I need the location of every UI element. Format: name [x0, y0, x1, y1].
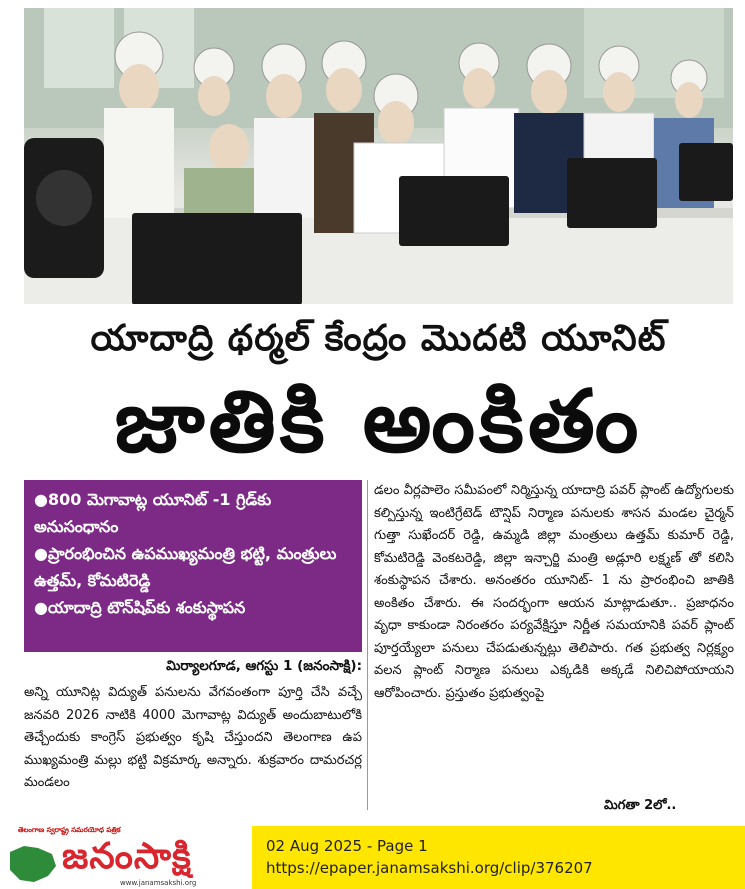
highlight-item: ●యాదాద్రి టౌన్‌షిప్‌కు శంకుస్థాపన	[34, 594, 352, 621]
article-body-left: అన్ని యూనిట్ల విద్యుత్ పనులను వేగవంతంగా పూర్తి చేసి వచ్చే జనవరి 2026 నాటికి 4000 మెగావాట్ల విద్యుత్ అందుబాటులోకి తెచ్చేందుకు కాంగ్రెస్ ప్రభుత్వం కృషి చేస్తుందని తెలంగాణ ఉప ముఖ్యమంత్రి మల్లు భట్టి విక్రమార్క అన్నారు. శుక్రవారం దామరచర్ల మండలం	[24, 685, 362, 790]
footer-date-page: 02 Aug 2025 - Page 1	[266, 837, 428, 855]
footer-url[interactable]: https://epaper.janamsakshi.org/clip/376207	[266, 859, 593, 877]
news-photo	[24, 8, 733, 304]
bullet-icon: ●	[34, 490, 48, 509]
headline: జాతికి అంకితం	[114, 372, 643, 472]
column-divider	[367, 480, 368, 810]
bullet-icon: ●	[34, 598, 48, 617]
bullet-icon: ●	[34, 544, 48, 563]
telangana-map-icon	[4, 842, 60, 886]
subheadline: యాదాద్రి థర్మల్ కేంద్రం మొదటి యూనిట్	[90, 318, 667, 359]
masthead-website: www.janamsakshi.org	[120, 879, 197, 887]
footer-info	[252, 826, 745, 889]
masthead-logo	[0, 822, 250, 889]
dateline: మిర్యాలగూడ, ఆగస్టు 1 (జనంసాక్షి):	[166, 658, 362, 674]
continued-note: మిగతా 2లో..	[604, 798, 677, 813]
photo-illustration	[24, 8, 733, 304]
highlight-item: ●800 మెగావాట్ల యూనిట్ -1 గ్రిడ్‌కు అనుసంధానం	[34, 486, 352, 540]
article-body-right: డలం వీర్లపాలెం సమీపంలో నిర్మిస్తున్న యాదాద్రి పవర్ ప్లాంట్ ఉద్యోగులకు కల్పిస్తున్న ఇంటిగ్రేటెడ్ టౌన్షిప్ నిర్మాణ పనులకు శాసన మండల చైర్మన్ గుత్తా సుఖేందర్ రెడ్డి, ఉమ్మడి జిల్లా మంత్రులు ఉత్తమ్ కుమార్ రెడ్డి, కోమటిరెడ్డి వెంకటరెడ్డి, జిల్లా ఇన్చార్జి మంత్రి అడ్లూరి లక్ష్మణ్ తో కలిసి శంకుస్థాపన చేశారు. అనంతరం యూనిట్- 1 ను ప్రారంభించి జాతికి అంకితం చేశారు. ఈ సందర్భంగా ఆయన మాట్లాడుతూ.. ప్రజాధనం వృధా కాకుండా నిరంతరం పర్యవేక్షిస్తూ నిర్ణీత సమయానికి పవర్ ప్లాంట్ పూర్తయ్యేలా పనులు చేపడుతున్నట్లు తెలిపారు. గత ప్రభుత్వ నిర్లక్ష్యం వలన ప్లాంట్ నిర్మాణ పనులు ఎక్కడికి అక్కడే నిలిచిపోయాయని ఆరోపించారు. ప్రస్తుతం ప్రభుత్వంపై	[374, 483, 734, 701]
highlights-box	[24, 480, 362, 652]
highlight-item: ●ప్రారంభించిన ఉపముఖ్యమంత్రి భట్టి, మంత్రులు ఉత్తమ్, కోమటిరెడ్డి	[34, 540, 352, 594]
masthead-tagline: తెలంగాణ స్వరాష్ట్ర సమరయోధ పత్రిక	[18, 826, 121, 834]
masthead-brand: జనంసాక్షి	[62, 836, 192, 877]
